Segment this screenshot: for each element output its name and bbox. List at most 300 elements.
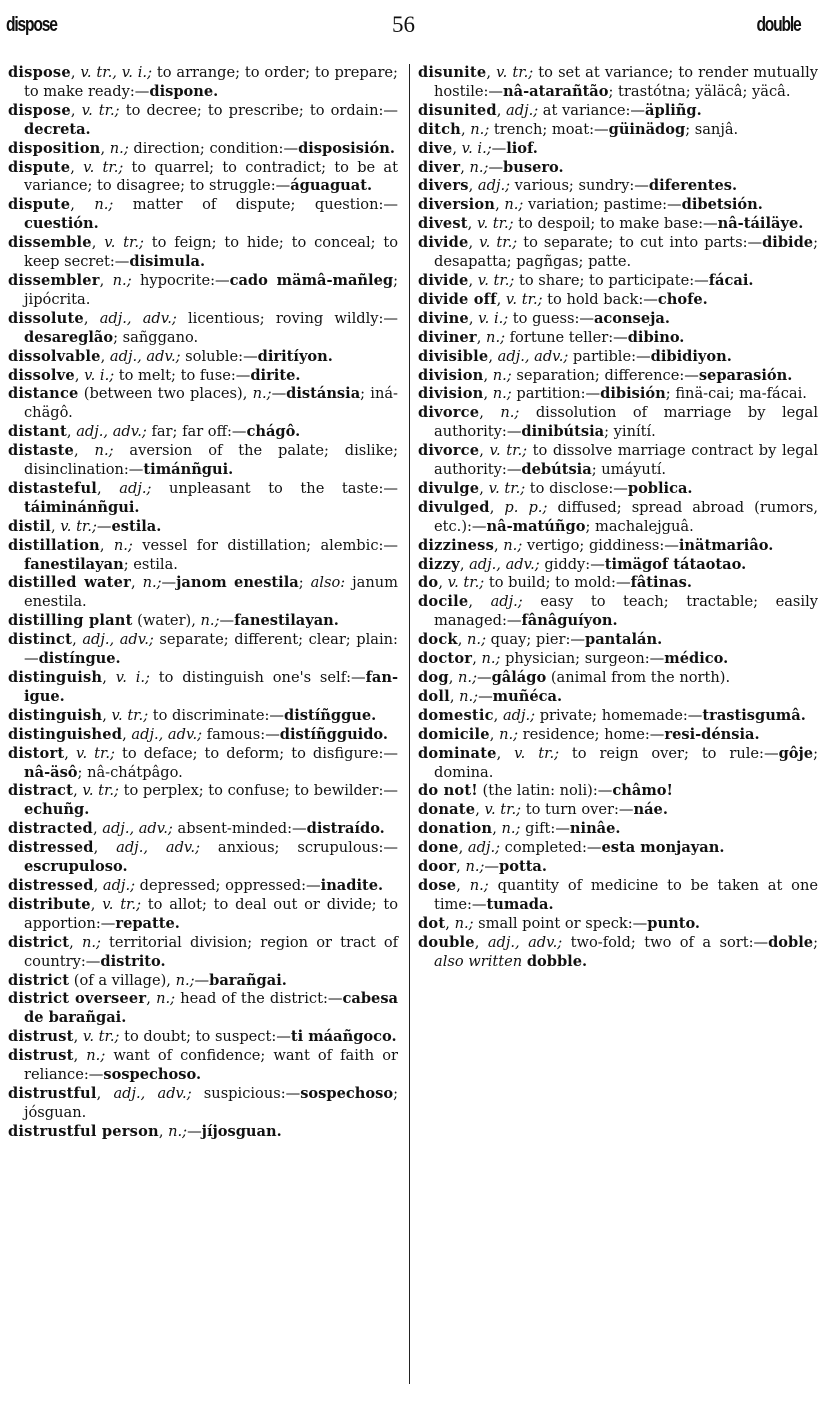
translation: châmo! bbox=[612, 782, 673, 800]
dictionary-entry bbox=[8, 896, 398, 934]
headword: door bbox=[418, 858, 457, 876]
grammar-label: n.; bbox=[504, 196, 524, 214]
definition-text: at variance:— bbox=[538, 101, 646, 119]
grammar-label: p. p.; bbox=[504, 498, 548, 516]
definition-text: , bbox=[448, 669, 459, 686]
definition-text: , bbox=[96, 1084, 114, 1102]
translation: potta. bbox=[499, 858, 547, 876]
definition-text: , bbox=[91, 234, 105, 252]
grammar-label: v. tr.; bbox=[82, 782, 119, 800]
headword: distil bbox=[8, 517, 51, 535]
definition-text: soluble:— bbox=[180, 347, 258, 365]
definition-text: , bbox=[475, 801, 485, 819]
translation: dirite. bbox=[250, 366, 301, 384]
translation: nâ-atarañtão bbox=[503, 82, 609, 100]
definition-text: , bbox=[70, 196, 95, 214]
definition-text: diffused; spread abroad (rumors, etc.):— bbox=[434, 498, 818, 535]
definition-text: to hold back:— bbox=[542, 290, 658, 308]
definition-text: ; yinítí. bbox=[604, 423, 656, 441]
dictionary-entry bbox=[8, 518, 398, 537]
dictionary-entry bbox=[418, 745, 818, 783]
grammar-label: n.; bbox=[156, 990, 176, 1008]
definition-text: to deface; to deform; to disfigure:— bbox=[114, 744, 398, 762]
translation: äpliñg. bbox=[645, 101, 702, 119]
grammar-label: n.; bbox=[94, 442, 114, 460]
dictionary-entry bbox=[418, 877, 818, 915]
grammar-label: n.; bbox=[503, 536, 523, 554]
translation: aconseja. bbox=[593, 309, 670, 327]
headword: dispute bbox=[8, 196, 71, 214]
definition-text: , bbox=[92, 820, 103, 838]
headword: dispute bbox=[8, 158, 71, 176]
definition-text: , bbox=[468, 271, 478, 289]
translation: nâ-matúñgo bbox=[486, 517, 586, 535]
headword: divide bbox=[418, 271, 469, 289]
dictionary-entry bbox=[8, 102, 398, 140]
definition-text: , bbox=[456, 876, 470, 894]
definition-text: (water), bbox=[132, 612, 201, 630]
definition-text: , bbox=[130, 574, 143, 592]
definition-text: to perplex; to confuse; to bewilder:— bbox=[118, 782, 398, 800]
translation: repatte. bbox=[115, 914, 180, 932]
definition-text: to allot; to deal out or divide; to apportion:— bbox=[24, 895, 398, 932]
definition-text: , bbox=[70, 158, 84, 176]
translation: dibidiyon. bbox=[650, 347, 732, 365]
definition-text: , bbox=[492, 820, 502, 838]
headword: distinguished bbox=[8, 725, 123, 743]
definition-text: , bbox=[70, 101, 82, 119]
definition-text: to share; to participate:— bbox=[514, 271, 709, 289]
definition-text: , bbox=[73, 1047, 87, 1065]
grammar-label: v. tr.; bbox=[81, 101, 120, 119]
grammar-label: n.; bbox=[94, 196, 114, 214]
definition-text: giddy:— bbox=[539, 555, 605, 573]
translation: fanestilayan bbox=[24, 555, 124, 573]
grammar-label: n.; bbox=[469, 876, 489, 894]
definition-text: to distinguish one's self:— bbox=[149, 669, 366, 686]
translation: tumada. bbox=[486, 895, 554, 913]
definition-text: ; trastótna; yäläcâ; yäcâ. bbox=[608, 82, 791, 100]
definition-text: residence; home:— bbox=[518, 725, 665, 743]
grammar-label: n.; bbox=[112, 271, 132, 289]
headword: dissolvable bbox=[8, 347, 101, 365]
headword: distinguish bbox=[8, 669, 103, 686]
definition-text: ; desapatta; pagñgas; patte. bbox=[434, 234, 819, 271]
dictionary-entry bbox=[418, 650, 818, 669]
dictionary-entry bbox=[8, 423, 398, 442]
dictionary-entry bbox=[8, 480, 398, 518]
grammar-label: v. tr.; bbox=[488, 479, 526, 497]
translation: distíñggue. bbox=[284, 706, 377, 724]
definition-text: — bbox=[187, 1122, 202, 1140]
headword: do bbox=[418, 574, 439, 592]
dictionary-entry bbox=[418, 291, 818, 310]
definition-text: , bbox=[73, 782, 83, 800]
definition-text: famous:— bbox=[202, 725, 280, 743]
grammar-label: v. tr.; bbox=[75, 744, 115, 762]
definition-text: ; jósguan. bbox=[24, 1084, 398, 1121]
translation: ninâe. bbox=[569, 820, 621, 838]
definition-text: to dissolve marriage contract by legal authority:— bbox=[434, 442, 818, 479]
definition-text: , bbox=[93, 876, 103, 894]
definition-text: , bbox=[496, 744, 515, 762]
definition-text: to turn over:— bbox=[521, 801, 634, 819]
translation: punto. bbox=[647, 914, 701, 932]
grammar-label: adj., adv.; bbox=[116, 839, 200, 857]
definition-text: , bbox=[122, 725, 132, 743]
definition-text: — bbox=[491, 139, 507, 157]
grammar-label: v. tr.; bbox=[479, 234, 518, 252]
headword: divulged bbox=[418, 498, 490, 516]
grammar-label: n.; bbox=[469, 158, 489, 176]
translation: trastisgumâ. bbox=[702, 706, 806, 724]
translation: inätmariâo. bbox=[678, 536, 774, 554]
definition-text: — bbox=[219, 612, 235, 630]
grammar-label: n.; bbox=[175, 971, 195, 989]
translation: separasión. bbox=[698, 366, 793, 384]
headword: dissemble bbox=[8, 234, 92, 252]
definition-text: to reign over; to rule:— bbox=[559, 744, 779, 762]
headword: dog bbox=[418, 669, 449, 686]
headword: distasteful bbox=[8, 479, 98, 497]
dictionary-entry bbox=[418, 102, 818, 121]
headword: distinct bbox=[8, 631, 73, 649]
definition-text: partition:— bbox=[511, 385, 601, 403]
translation: distraído. bbox=[306, 820, 385, 838]
definition-text: separate; different; clear; plain:— bbox=[24, 631, 398, 668]
definition-text: to disclose:— bbox=[525, 479, 628, 497]
translation: cado mämâ-mañleg bbox=[229, 271, 394, 289]
translation: escrupuloso. bbox=[24, 858, 128, 876]
translation: barañgai. bbox=[209, 971, 287, 989]
translation: busero. bbox=[503, 158, 564, 176]
headword: divulge bbox=[418, 479, 480, 497]
headword: division bbox=[418, 385, 484, 403]
definition-text: , bbox=[474, 933, 488, 951]
headword: distaste bbox=[8, 442, 75, 460]
grammar-label: adj., adv.; bbox=[497, 347, 569, 365]
dictionary-entry bbox=[418, 177, 818, 196]
translation: diferentes. bbox=[648, 177, 738, 195]
grammar-label: adj.; bbox=[467, 839, 501, 857]
dictionary-entry bbox=[8, 839, 398, 877]
grammar-label: v. i.; bbox=[115, 669, 150, 686]
dictionary-entry bbox=[418, 707, 818, 726]
grammar-label: n.; bbox=[252, 385, 272, 403]
headword: distribute bbox=[8, 895, 91, 913]
translation: dibetsión. bbox=[681, 196, 763, 214]
translation: náe. bbox=[633, 801, 668, 819]
headword: district bbox=[8, 971, 70, 989]
translation: cuestión. bbox=[24, 215, 99, 233]
definition-text: ; sanjâ. bbox=[685, 120, 739, 138]
translation: dinibútsia bbox=[521, 423, 605, 441]
dictionary-entry bbox=[8, 442, 398, 480]
translation: debútsia bbox=[521, 461, 592, 479]
headword: distrustful person bbox=[8, 1122, 159, 1140]
grammar-label: adj., adv.; bbox=[113, 1084, 192, 1102]
definition-text: to doubt; to suspect:— bbox=[119, 1028, 291, 1046]
definition-text: , bbox=[73, 1028, 83, 1046]
dictionary-entry bbox=[418, 782, 818, 801]
definition-text: , bbox=[489, 498, 505, 516]
translation: fânâguíyon. bbox=[521, 612, 618, 630]
headword: dizzy bbox=[418, 555, 460, 573]
definition-text: , bbox=[97, 479, 120, 497]
definition-text: , bbox=[459, 555, 470, 573]
grammar-label: v. tr.; bbox=[505, 290, 543, 308]
grammar-label: adj.; bbox=[502, 706, 536, 724]
grammar-label: n.; bbox=[142, 574, 162, 592]
definition-text: , bbox=[483, 385, 493, 403]
headword: disunite bbox=[418, 64, 487, 81]
dictionary-entry bbox=[418, 64, 818, 102]
translation: timägof tátaotao. bbox=[604, 555, 747, 573]
definition-text: to quarrel; to contradict; to be at variance; to disagree; to struggle:— bbox=[24, 158, 399, 195]
definition-text: aversion of the palate; dislike; disinclination:— bbox=[24, 442, 398, 479]
dictionary-entry bbox=[8, 1047, 398, 1085]
grammar-label: v. tr.; bbox=[83, 158, 124, 176]
definition-text: , bbox=[495, 196, 505, 214]
definition-text: vertigo; giddiness:— bbox=[522, 536, 679, 554]
grammar-label: n.; bbox=[86, 1047, 106, 1065]
headword: district bbox=[8, 933, 70, 951]
definition-text: , bbox=[146, 990, 157, 1008]
grammar-label: n.; bbox=[500, 404, 520, 422]
translation: diritíyon. bbox=[257, 347, 333, 365]
definition-text: , bbox=[100, 139, 110, 157]
page-number: 56 bbox=[392, 12, 415, 37]
headword: district overseer bbox=[8, 990, 147, 1008]
translation: distrito. bbox=[100, 952, 166, 970]
definition-text: suspicious:— bbox=[191, 1084, 301, 1102]
headword: disunited bbox=[418, 101, 497, 119]
grammar-label: n.; bbox=[501, 820, 521, 838]
definition-text: , bbox=[102, 669, 116, 686]
dictionary-entry bbox=[418, 858, 818, 877]
translation: estila. bbox=[111, 517, 162, 535]
headword: double bbox=[418, 933, 475, 951]
definition-text: ; machalejguâ. bbox=[585, 517, 694, 535]
headword: distant bbox=[8, 423, 67, 441]
dictionary-entry bbox=[8, 64, 398, 102]
grammar-label: n.; bbox=[109, 139, 129, 157]
translation: distíñgguido. bbox=[279, 725, 388, 743]
definition-text: fortune teller:— bbox=[505, 328, 628, 346]
headword: dot bbox=[418, 914, 446, 932]
definition-text: — bbox=[484, 858, 500, 876]
definition-text: , bbox=[460, 158, 470, 176]
grammar-label: adj., adv.; bbox=[76, 423, 147, 441]
headword: distilled water bbox=[8, 574, 131, 592]
definition-text: far; far off:— bbox=[146, 423, 247, 441]
definition-text: , bbox=[99, 536, 114, 554]
dictionary-entry bbox=[418, 272, 818, 291]
grammar-label: v. tr.; bbox=[514, 744, 560, 762]
dictionary-entry bbox=[418, 442, 818, 480]
definition-text: to arrange; to order; to prepare; to make ready:— bbox=[24, 64, 398, 100]
dictionary-entry bbox=[8, 934, 398, 972]
definition-text: territorial division; region or tract of country:— bbox=[24, 933, 399, 970]
grammar-label: adj., adv.; bbox=[109, 347, 181, 365]
headword: dose bbox=[418, 876, 457, 894]
definition-text: — bbox=[96, 517, 112, 535]
dictionary-entry bbox=[8, 612, 398, 631]
translation: dibide bbox=[762, 234, 814, 252]
headword: distillation bbox=[8, 536, 100, 554]
definition-text: , bbox=[483, 366, 493, 384]
dictionary-entry bbox=[418, 385, 818, 404]
definition-text: to decree; to prescribe; to ordain:— bbox=[119, 101, 398, 119]
headword: divorce bbox=[418, 442, 480, 460]
grammar-label: n.; bbox=[467, 631, 486, 649]
definition-text: to feign; to hide; to conceal; to keep secret:— bbox=[24, 234, 399, 271]
dictionary-entry bbox=[418, 801, 818, 820]
grammar-label: adj.; bbox=[490, 593, 523, 611]
definition-text: , bbox=[456, 858, 466, 876]
translation: fanestilayan. bbox=[234, 612, 339, 630]
grammar-label: v. tr.; bbox=[82, 1028, 120, 1046]
headword: dissolve bbox=[8, 366, 75, 384]
definition-text: , bbox=[461, 120, 471, 138]
definition-text: , bbox=[66, 423, 77, 441]
dictionary-entry bbox=[418, 631, 818, 650]
definition-text: vessel for distillation; alembic:— bbox=[132, 536, 399, 554]
definition-text: , bbox=[488, 347, 498, 365]
headword: do not! bbox=[418, 782, 478, 800]
definition-text: ; domina. bbox=[434, 744, 818, 781]
dictionary-entry bbox=[418, 537, 818, 556]
definition-text: to build; to mold:— bbox=[484, 574, 631, 592]
definition-text: , bbox=[479, 404, 501, 422]
headword: doctor bbox=[418, 650, 473, 668]
definition-text: ; estila. bbox=[123, 555, 178, 573]
definition-text: licentious; roving wildly:— bbox=[176, 309, 398, 327]
translation: dibisión bbox=[600, 385, 666, 403]
dictionary-entry bbox=[8, 631, 398, 669]
headword: domestic bbox=[418, 706, 494, 724]
definition-text: — bbox=[478, 687, 493, 705]
dictionary-entry bbox=[418, 121, 818, 140]
definition-text: quay; pier:— bbox=[486, 631, 586, 649]
headword: dissembler bbox=[8, 271, 100, 289]
definition-text: anxious; scrupulous:— bbox=[200, 839, 398, 857]
definition-text: , bbox=[158, 1122, 169, 1140]
translation: disimula. bbox=[129, 253, 206, 271]
translation: dobble. bbox=[526, 952, 588, 970]
definition-text: ; bbox=[813, 933, 818, 951]
definition-text: , bbox=[72, 631, 83, 649]
dictionary-entry bbox=[8, 367, 398, 386]
grammar-label: adj., adv.; bbox=[469, 555, 540, 573]
headword: dominate bbox=[418, 744, 497, 762]
translation: táiminánñgui. bbox=[24, 498, 140, 516]
definition-text: head of the district:— bbox=[175, 990, 343, 1008]
definition-text: , bbox=[457, 631, 468, 649]
grammar-label: v. i.; bbox=[461, 139, 492, 157]
definition-text: , bbox=[468, 593, 491, 611]
definition-text: ; umáyutí. bbox=[591, 461, 666, 479]
dictionary-entry bbox=[418, 839, 818, 858]
definition-text: quantity of medicine to be taken at one time:— bbox=[434, 876, 819, 913]
definition-text: , bbox=[438, 574, 448, 592]
dictionary-entry bbox=[8, 574, 398, 612]
definition-text: , bbox=[69, 933, 82, 951]
headword: donate bbox=[418, 801, 476, 819]
definition-text: (animal from the north). bbox=[546, 669, 731, 686]
grammar-label: v. tr.; bbox=[102, 895, 141, 913]
translation: distánsia bbox=[286, 385, 361, 403]
definition-text: , bbox=[99, 271, 113, 289]
headword: distance bbox=[8, 385, 79, 403]
headword: diversion bbox=[418, 196, 496, 214]
translation: cabesa de barañgai. bbox=[24, 990, 398, 1027]
definition-text: absent-minded:— bbox=[172, 820, 307, 838]
definition-text: various; sundry:— bbox=[510, 177, 649, 195]
definition-text: ; finä-cai; ma-fácai. bbox=[665, 385, 807, 403]
grammar-label: v. tr., v. i.; bbox=[80, 64, 152, 81]
grammar-label: n.; bbox=[492, 366, 512, 384]
dictionary-entry bbox=[8, 385, 398, 423]
dictionary-entry bbox=[418, 934, 818, 972]
definition-text: janum enestila. bbox=[24, 574, 398, 611]
definition-text: , bbox=[496, 101, 507, 119]
column-left bbox=[8, 64, 398, 1142]
headword: dispose bbox=[8, 64, 71, 81]
headword: divine bbox=[418, 309, 469, 327]
definition-text: , bbox=[472, 650, 482, 668]
grammar-label: adj.; bbox=[119, 479, 152, 497]
grammar-label: v. tr.; bbox=[447, 574, 485, 592]
dictionary-entry bbox=[8, 669, 398, 707]
dictionary-entry bbox=[8, 348, 398, 367]
definition-text: matter of dispute; question:— bbox=[113, 196, 398, 214]
translation: gôje bbox=[778, 744, 814, 762]
dictionary-entry bbox=[418, 310, 818, 329]
translation: chofe. bbox=[657, 290, 708, 308]
definition-text: ; nâ-chátpâgo. bbox=[77, 763, 183, 781]
definition-text: separation; difference:— bbox=[511, 366, 699, 384]
dictionary-entry bbox=[8, 140, 398, 159]
definition-text: want of confidence; want of faith or reliance:— bbox=[24, 1047, 398, 1084]
translation: águaguat. bbox=[290, 177, 373, 195]
translation: güinädog bbox=[608, 120, 686, 138]
dictionary-entry bbox=[418, 669, 818, 688]
definition-text: , bbox=[93, 839, 117, 857]
definition-text: — bbox=[161, 574, 177, 592]
dictionary-entry bbox=[8, 990, 398, 1028]
definition-text: , bbox=[90, 895, 103, 913]
dictionary-entry bbox=[418, 556, 818, 575]
dictionary-entry bbox=[8, 310, 398, 348]
grammar-label: n.; bbox=[492, 385, 512, 403]
definition-text: , bbox=[458, 839, 468, 857]
definition-text: — bbox=[271, 385, 287, 403]
definition-text: , bbox=[467, 215, 477, 233]
definition-text: — bbox=[477, 669, 492, 686]
dictionary-entry bbox=[8, 537, 398, 575]
translation: médico. bbox=[664, 650, 729, 668]
italic-note: also written bbox=[434, 952, 523, 970]
translation: inadite. bbox=[320, 876, 384, 894]
definition-text: easy to teach; tractable; easily managed:— bbox=[434, 593, 818, 630]
italic-note: also: bbox=[310, 574, 346, 592]
grammar-label: v. i.; bbox=[478, 309, 509, 327]
dictionary-entry bbox=[8, 272, 398, 310]
headword: divide bbox=[418, 234, 469, 252]
definition-text: , bbox=[64, 744, 76, 762]
definition-text: ; bbox=[298, 574, 311, 592]
